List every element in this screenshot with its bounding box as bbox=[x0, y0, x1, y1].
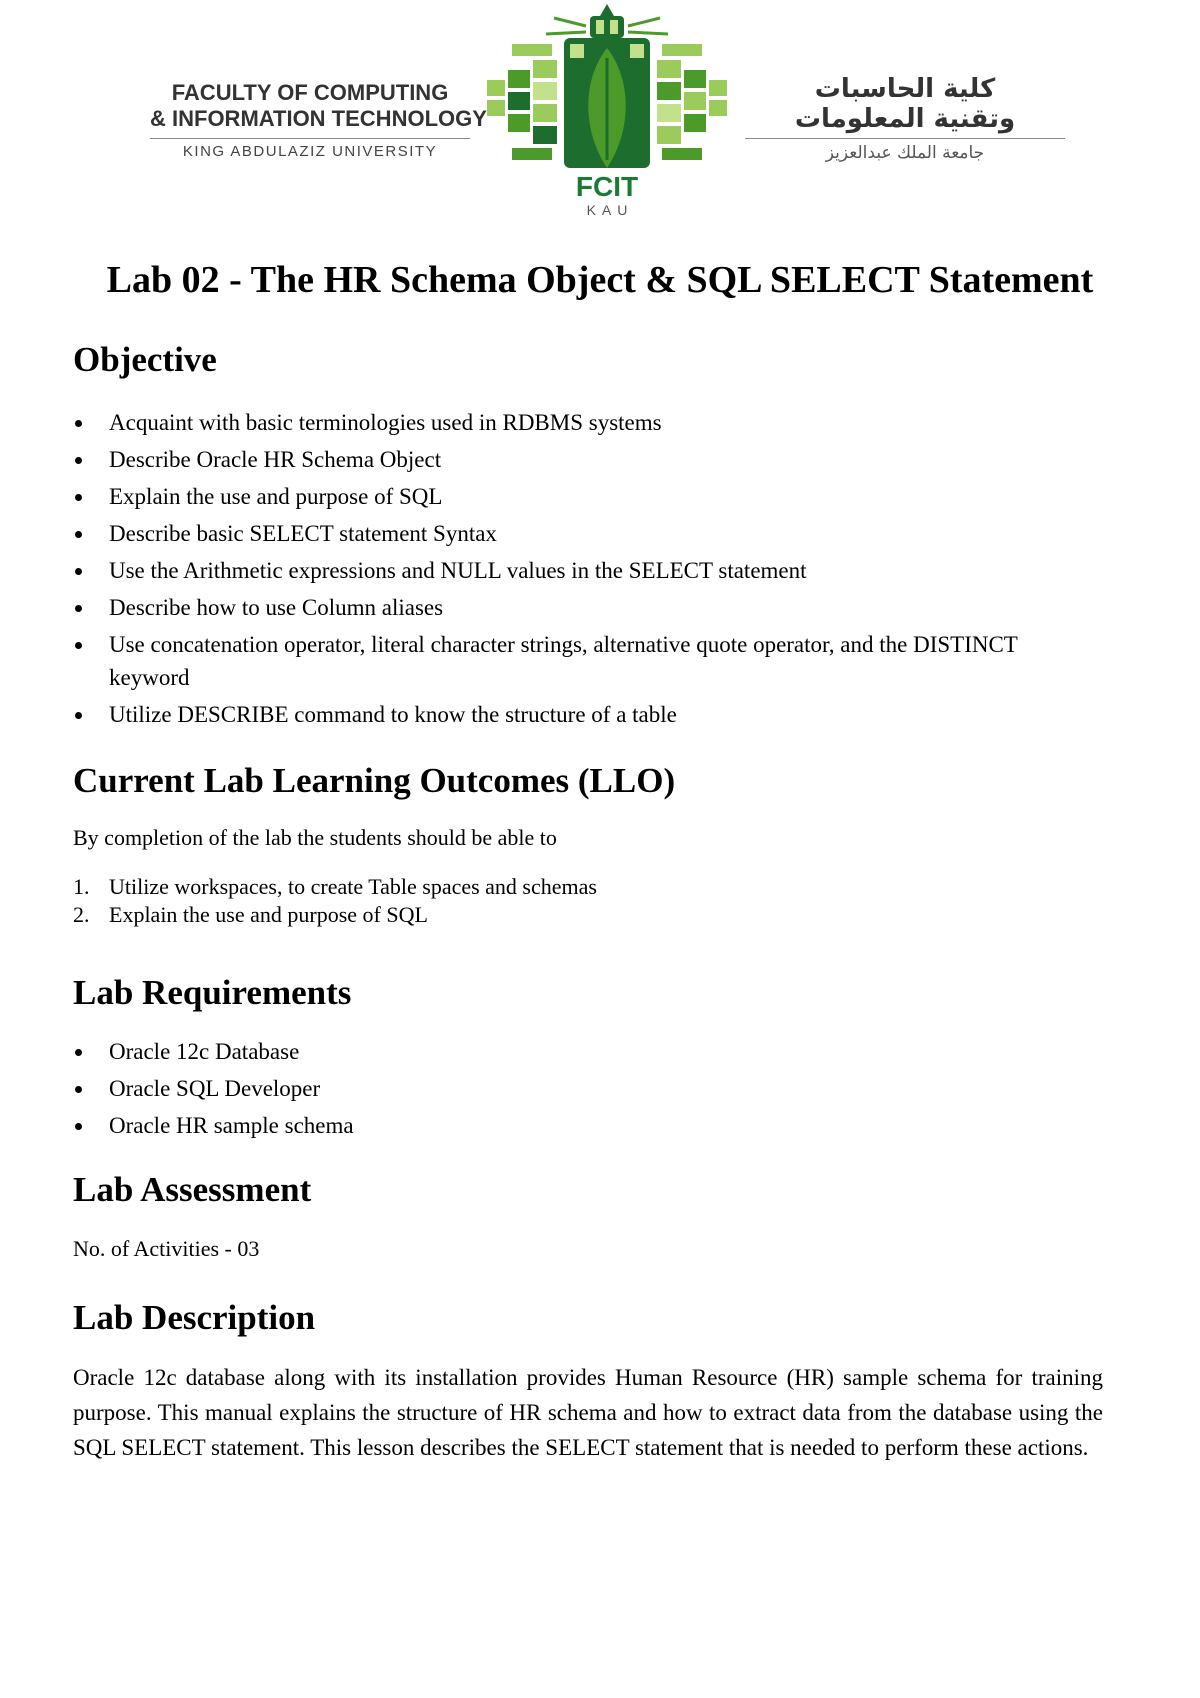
llo-intro: By completion of the lab the students should be able to bbox=[73, 825, 557, 850]
document-title: Lab 02 - The HR Schema Object & SQL SELECT Statement bbox=[106, 259, 1094, 301]
list-item: Oracle SQL Developer bbox=[73, 1072, 1103, 1105]
list-item: Oracle 12c Database bbox=[73, 1035, 1103, 1068]
objective-list bbox=[73, 406, 1103, 731]
faculty-header bbox=[0, 0, 1200, 240]
list-item: 2. Explain the use and purpose of SQL bbox=[73, 902, 428, 927]
bullet-icon bbox=[75, 712, 82, 719]
list-item: Describe Oracle HR Schema Object bbox=[73, 443, 1103, 476]
objective-heading: Objective bbox=[73, 340, 217, 379]
document-content bbox=[73, 340, 1103, 1465]
bullet-icon bbox=[75, 1049, 82, 1056]
list-item: Describe how to use Column aliases bbox=[73, 591, 1103, 624]
logo-fcit-text: FCIT bbox=[575, 171, 639, 202]
faculty-ar-line2: وتقنية المعلومات bbox=[794, 104, 1016, 134]
bullet-icon bbox=[75, 605, 82, 612]
university-name-english: KING ABDULAZIZ UNIVERSITY bbox=[182, 143, 438, 160]
list-item: Utilize DESCRIBE command to know the structure of a table bbox=[73, 698, 1103, 731]
requirements-list bbox=[73, 1035, 1103, 1142]
logo-left-blocks bbox=[487, 44, 557, 160]
bullet-icon bbox=[75, 568, 82, 575]
bullet-icon bbox=[75, 642, 82, 649]
bullet-icon bbox=[75, 494, 82, 501]
faculty-name-english bbox=[150, 80, 487, 160]
faculty-ar-divider bbox=[745, 138, 1065, 139]
list-item: Acquaint with basic terminologies used in RDBMS systems bbox=[73, 406, 1103, 439]
bullet-icon bbox=[75, 457, 82, 464]
description-heading: Lab Description bbox=[73, 1298, 316, 1337]
list-item: Describe basic SELECT statement Syntax bbox=[73, 517, 1103, 550]
faculty-name-arabic bbox=[745, 74, 1065, 163]
faculty-en-divider bbox=[150, 138, 470, 139]
bullet-icon bbox=[75, 420, 82, 427]
bullet-icon bbox=[75, 1123, 82, 1130]
faculty-ar-line1: كلية الحاسبات bbox=[814, 74, 996, 104]
list-item: 1. Utilize workspaces, to create Table spaces and schemas bbox=[73, 874, 597, 899]
llo-heading: Current Lab Learning Outcomes (LLO) bbox=[73, 761, 676, 800]
faculty-en-line2: & INFORMATION TECHNOLOGY bbox=[150, 106, 487, 131]
requirements-heading: Lab Requirements bbox=[73, 973, 352, 1012]
list-item: Explain the use and purpose of SQL bbox=[73, 480, 1103, 513]
assessment-heading: Lab Assessment bbox=[73, 1170, 312, 1209]
list-item: Use the Arithmetic expressions and NULL values in the SELECT statement bbox=[73, 554, 1103, 587]
llo-list bbox=[73, 873, 1103, 929]
bullet-icon bbox=[75, 1086, 82, 1093]
fcit-logo-wordmark bbox=[557, 172, 657, 218]
assessment-text: No. of Activities - 03 bbox=[73, 1236, 260, 1261]
list-item: Oracle HR sample schema bbox=[73, 1109, 1103, 1142]
logo-kau-text: KAU bbox=[586, 202, 634, 218]
faculty-en-line1: FACULTY OF COMPUTING bbox=[171, 80, 449, 105]
logo-right-blocks bbox=[657, 44, 727, 160]
bullet-icon bbox=[75, 531, 82, 538]
description-paragraph: Oracle 12c database along with its installation provides Human Resource (HR) sample schema for training purpose. This manual explains the structure of HR schema and how to extract data from the database using the SQL SELECT statement. This lesson describes the SELECT statement that is needed to perform these actions. bbox=[73, 1365, 1103, 1460]
university-name-arabic: جامعة الملك عبدالعزيز bbox=[825, 143, 985, 163]
list-item: Use concatenation operator, literal character strings, alternative quote operator, and the DISTINCT keyword bbox=[73, 628, 1103, 694]
